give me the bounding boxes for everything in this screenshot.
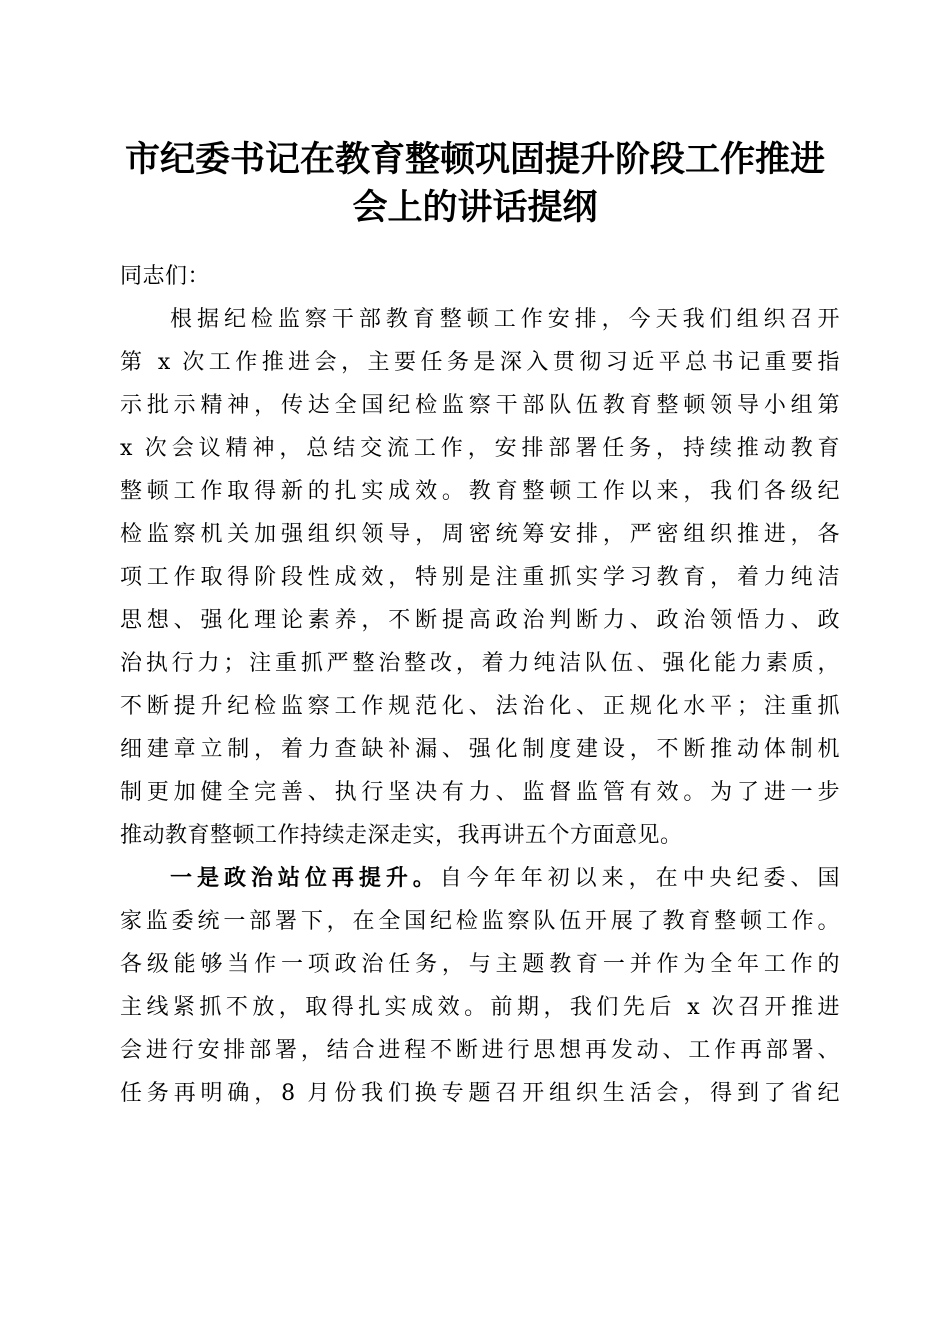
paragraph-line: 项工作取得阶段性成效，特别是注重抓实学习教育，着力纯洁 xyxy=(120,565,840,590)
paragraph-line: x 次会议精神，总结交流工作，安排部署任务，持续推动教育 xyxy=(120,436,840,461)
title-line-1: 市纪委书记在教育整顿巩固提升阶段工作推进 xyxy=(124,139,825,180)
paragraph-line: 根据纪检监察干部教育整顿工作安排，今天我们组织召开 xyxy=(170,307,840,332)
paragraph-line: 细建章立制，着力查缺补漏、强化制度建设，不断推动体制机 xyxy=(120,737,840,762)
paragraph-2 xyxy=(120,857,840,1115)
paragraph-line: 家监委统一部署下，在全国纪检监察队伍开展了教育整顿工作。 xyxy=(120,909,840,934)
paragraph-line: 思想、强化理论素养，不断提高政治判断力、政治领悟力、政 xyxy=(120,608,840,633)
paragraph-line: 各级能够当作一项政治任务，与主题教育一并作为全年工作的 xyxy=(120,952,840,977)
document-title xyxy=(100,136,850,232)
paragraph-line: 治执行力；注重抓严整治整改，着力纯洁队伍、强化能力素质， xyxy=(120,651,840,676)
paragraph-line: 检监察机关加强组织领导，周密统筹安排，严密组织推进，各 xyxy=(120,522,840,547)
salutation: 同志们： xyxy=(120,264,211,289)
paragraph-line: 推动教育整顿工作持续走深走实，我再讲五个方面意见。 xyxy=(120,823,683,848)
paragraph-line: 整顿工作取得新的扎实成效。教育整顿工作以来，我们各级纪 xyxy=(120,479,840,504)
paragraph-line: 不断提升纪检监察工作规范化、法治化、正规化水平；注重抓 xyxy=(120,694,840,719)
paragraph-line xyxy=(120,857,840,900)
paragraph-heading: 一是政治站位再提升。 xyxy=(170,865,440,891)
paragraph-1 xyxy=(120,298,840,857)
paragraph-line: 示批示精神，传达全国纪检监察干部队伍教育整顿领导小组第 xyxy=(120,393,840,418)
paragraph-line: 会进行安排部署，结合进程不断进行思想再发动、工作再部署、 xyxy=(120,1038,840,1063)
paragraph-text: 自今年年初以来，在中央纪委、国 xyxy=(439,866,840,891)
paragraph-line: 主线紧抓不放，取得扎实成效。前期，我们先后 x 次召开推进 xyxy=(120,995,840,1020)
paragraph-line: 第 x 次工作推进会，主要任务是深入贯彻习近平总书记重要指 xyxy=(120,350,840,375)
document-body xyxy=(120,255,840,1115)
paragraph-line: 制更加健全完善、执行坚决有力、监督监管有效。为了进一步 xyxy=(120,780,840,805)
title-line-2: 会上的讲话提纲 xyxy=(352,187,598,228)
paragraph-line: 任务再明确，8 月份我们换专题召开组织生活会，得到了省纪 xyxy=(120,1081,840,1106)
